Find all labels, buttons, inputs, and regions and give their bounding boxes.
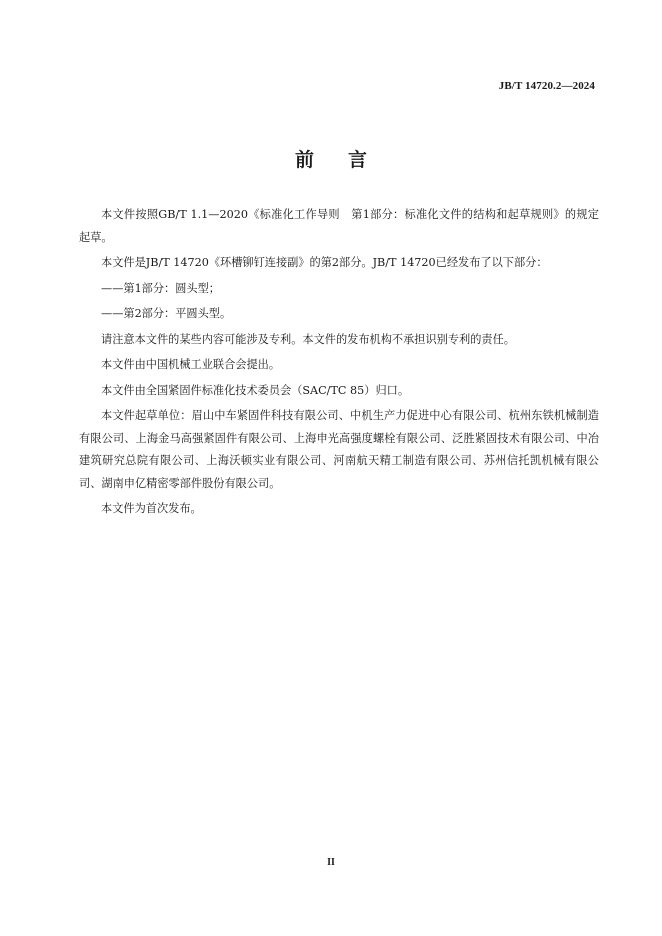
title-char-2: 言 — [348, 149, 368, 171]
paragraph-patent-notice: 请注意本文件的某些内容可能涉及专利。本文件的发布机构不承担识别专利的责任。 — [101, 332, 515, 346]
paragraph-proposer: 本文件由中国机械工业联合会提出。 — [101, 358, 281, 371]
paragraph-first-release: 本文件为首次发布。 — [101, 502, 202, 515]
document-body — [79, 204, 599, 524]
title-char-1: 前 — [294, 149, 314, 171]
paragraph-committee: 本文件由全国紧固件标准化技术委员会（SAC/TC 85）归口。 — [101, 383, 410, 397]
paragraph-drafting-units: 本文件起草单位：眉山中车紧固件科技有限公司、中机生产力促进中心有限公司、杭州东铁机械制造有限公司、上海金马高强紧固件有限公司、上海申光高强度螺栓有限公司、泛胜紧固技术有限公司、中冶建筑研究总院有限公司、上海沃顿实业有限公司、河南航天精工制造有限公司、苏州信托凯机械有限公司、湖南申亿精密零部件股份有限公司。 — [79, 409, 599, 490]
list-item-part-1: ——第1部分：圆头型； — [101, 281, 220, 295]
page-number: II — [327, 857, 335, 868]
list-item-part-2: ——第2部分：平圆头型。 — [101, 307, 232, 320]
paragraph-part-info: 本文件是JB/T 14720《环槽铆钉连接副》的第2部分。JB/T 14720已经发布了以下部分： — [101, 256, 548, 269]
page-title — [0, 145, 662, 172]
paragraph-drafting-rules: 本文件按照GB/T 1.1—2020《标准化工作导则 第1部分：标准化文件的结构和起草规则》的规定起草。 — [79, 208, 599, 244]
document-code: JB/T 14720.2—2024 — [498, 80, 595, 92]
